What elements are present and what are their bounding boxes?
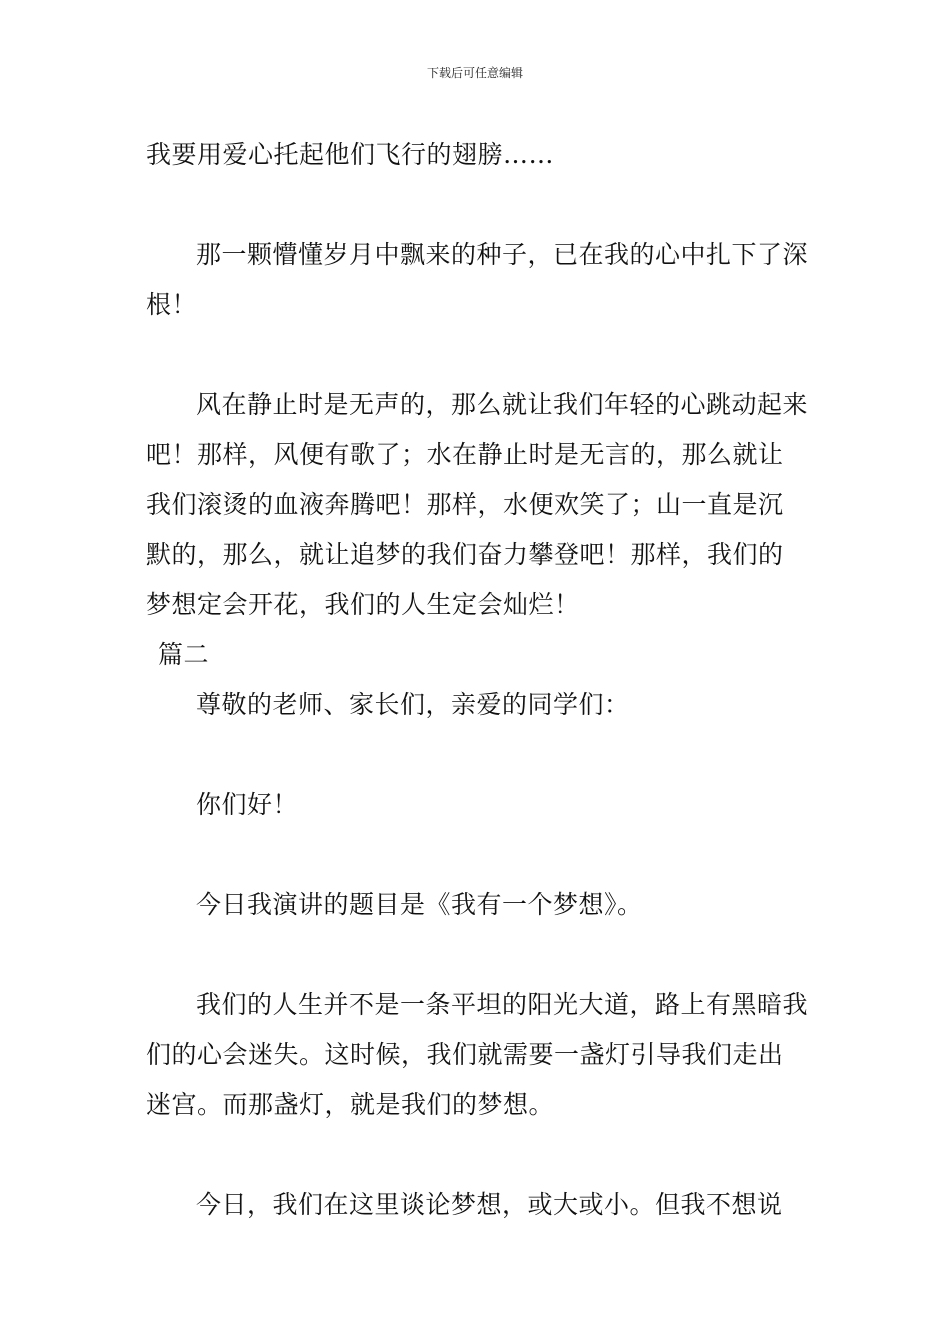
greeting: 你们好！ [196,790,299,819]
paragraph-5: 今日，我们在这里谈论梦想，或大或小。但我不想说 [196,1190,783,1219]
paragraph-1: 我要用爱心托起他们飞行的翅膀…… [146,140,555,169]
document-body [146,130,808,1230]
paragraph-3: 风在静止时是无声的，那么就让我们年轻的心跳动起来吧！那样，风便有歌了；水在静止时是无言的，那么就让我们滚烫的血液奔腾吧！那样，水便欢笑了；山一直是沉默的，那么，就让追梦的我们奋力攀登吧！那样，我们的梦想定会开花，我们的人生定会灿烂！ [146,390,809,619]
paragraph-2: 那一颗懵懂岁月中飘来的种子，已在我的心中扎下了深根！ [146,240,809,319]
page-header: 下载后可任意编辑 [426,66,523,80]
speech-topic: 今日我演讲的题目是《我有一个梦想》。 [196,890,643,919]
paragraph-4: 我们的人生并不是一条平坦的阳光大道，路上有黑暗我们的心会迷失。这时候，我们就需要一盏灯引导我们走出迷宫。而那盏灯，就是我们的梦想。 [146,990,809,1119]
section-heading: 篇二 [158,640,210,669]
salutation: 尊敬的老师、家长们，亲爱的同学们： [196,690,630,719]
